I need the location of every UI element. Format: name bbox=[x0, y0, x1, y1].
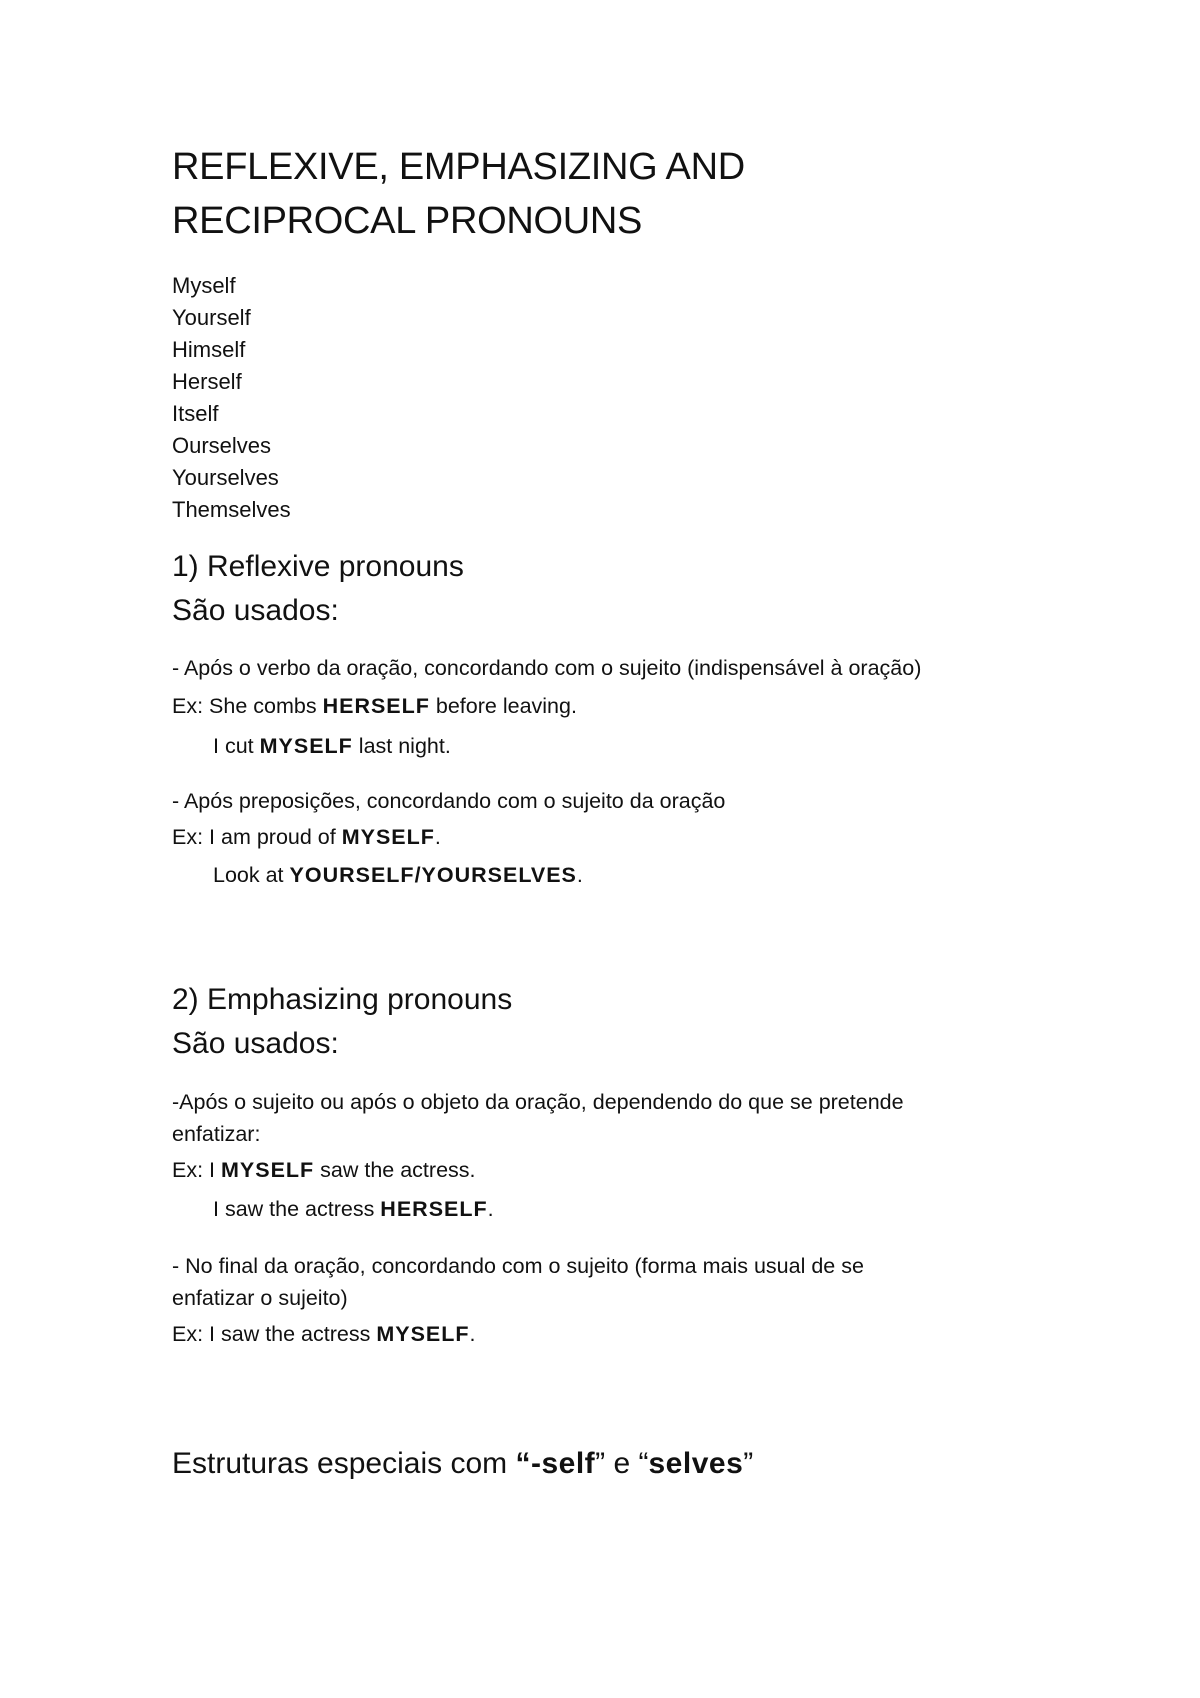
example-text: last night. bbox=[352, 734, 451, 758]
example-text: Ex: I saw the actress bbox=[172, 1322, 377, 1346]
example-text: . bbox=[487, 1197, 494, 1221]
example-text: Ex: I bbox=[172, 1158, 221, 1182]
pronoun-list bbox=[172, 270, 291, 526]
section-2-heading: 2) Emphasizing pronouns bbox=[172, 983, 513, 1016]
example-text: . bbox=[434, 825, 441, 849]
section-2-rule-1-line-1: -Após o sujeito ou após o objeto da oração, dependendo do que se pretende bbox=[172, 1090, 904, 1114]
list-item: Yourselves bbox=[172, 465, 279, 490]
section-1-example-2b bbox=[213, 859, 583, 891]
section-1-subheading: São usados: bbox=[172, 594, 339, 627]
document-title-line-2: RECIPROCAL PRONOUNS bbox=[172, 200, 643, 242]
list-item: Herself bbox=[172, 369, 242, 394]
section-1-heading: 1) Reflexive pronouns bbox=[172, 550, 464, 583]
list-item: Yourself bbox=[172, 305, 251, 330]
example-text: saw the actress. bbox=[314, 1158, 476, 1182]
example-text: I saw the actress bbox=[213, 1197, 381, 1221]
section-2-rule-2-line-1: - No final da oração, concordando com o sujeito (forma mais usual de se bbox=[172, 1254, 864, 1278]
section-3-heading bbox=[172, 1442, 753, 1486]
list-item: Themselves bbox=[172, 497, 291, 522]
example-text: . bbox=[576, 863, 583, 887]
example-text: Ex: I am proud of bbox=[172, 825, 342, 849]
heading-text: ” bbox=[743, 1447, 754, 1480]
section-1-rule-1: - Após o verbo da oração, concordando com o sujeito (indispensável à oração) bbox=[172, 656, 922, 680]
section-1-rule-2: - Após preposições, concordando com o sujeito da oração bbox=[172, 789, 726, 813]
example-text: I cut bbox=[213, 734, 260, 758]
example-bold: HERSELF bbox=[322, 694, 430, 718]
section-2-example-1b bbox=[213, 1193, 494, 1225]
example-text: Ex: She combs bbox=[172, 694, 323, 718]
document-title-line-1: REFLEXIVE, EMPHASIZING AND bbox=[172, 146, 745, 188]
example-bold: MYSELF bbox=[220, 1158, 315, 1182]
section-1-example-1a bbox=[172, 690, 577, 722]
example-bold: HERSELF bbox=[380, 1197, 488, 1221]
section-2-example-2a bbox=[172, 1318, 476, 1350]
list-item: Himself bbox=[172, 337, 246, 362]
example-bold: MYSELF bbox=[259, 734, 353, 758]
list-item: Myself bbox=[172, 273, 236, 298]
section-2-example-1a bbox=[172, 1154, 476, 1186]
section-2-subheading: São usados: bbox=[172, 1027, 339, 1060]
section-2-rule-2-line-2: enfatizar o sujeito) bbox=[172, 1286, 348, 1310]
example-bold: MYSELF bbox=[376, 1322, 470, 1346]
example-text: before leaving. bbox=[429, 694, 577, 718]
heading-bold: “-self bbox=[515, 1447, 596, 1480]
list-item: Ourselves bbox=[172, 433, 272, 458]
example-text: Look at bbox=[213, 863, 290, 887]
heading-bold: selves bbox=[648, 1447, 744, 1480]
example-text: . bbox=[469, 1322, 476, 1346]
section-1-example-2a bbox=[172, 821, 441, 853]
example-bold: MYSELF bbox=[341, 825, 435, 849]
section-2-rule-1-line-2: enfatizar: bbox=[172, 1122, 261, 1146]
list-item: Itself bbox=[172, 401, 219, 426]
heading-text: ” e “ bbox=[595, 1447, 649, 1480]
heading-text: Estruturas especiais com bbox=[172, 1447, 516, 1480]
section-1-example-1b bbox=[213, 730, 451, 762]
example-bold: YOURSELF/YOURSELVES bbox=[289, 863, 577, 887]
